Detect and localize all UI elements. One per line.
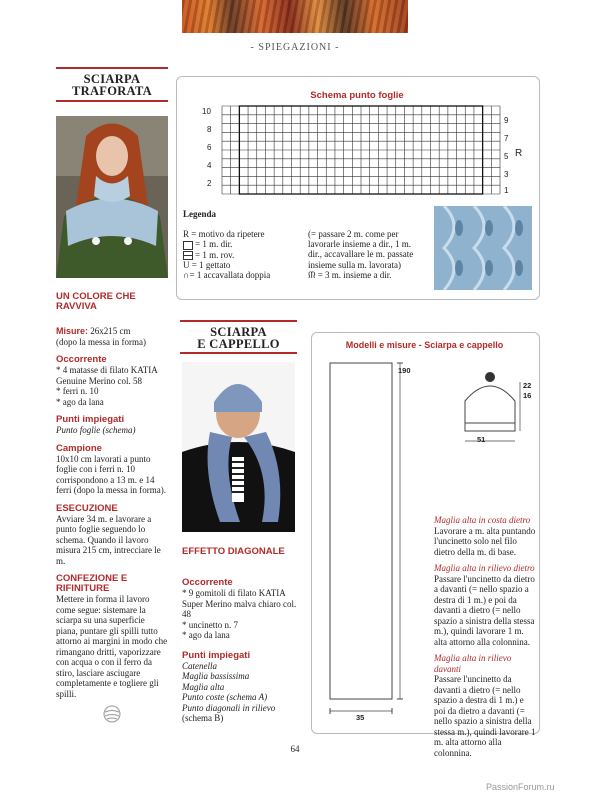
confezione-title: CONFEZIONE E RIFINITURE bbox=[56, 573, 128, 594]
knit-square-icon bbox=[183, 241, 193, 250]
esecuzione-title: ESECUZIONE bbox=[56, 502, 118, 514]
campione-text: 10x10 cm lavorati a punto foglie con i ferri n. 10 corrispondono a 13 m. e 14 ferri (dopo la messa in forma). bbox=[56, 453, 166, 495]
middle-occorrente: Occorrente * 9 gomitoli di filato KATIA Super Merino malva chiaro col. 48 * uncinetto n. 7 * ago da lana Punti impiegati Catenella Maglia bassissima Maglia alta Punto coste (schema A) Punto diagonali in rilievo (schema B) bbox=[182, 577, 297, 723]
watermark: PassionForum.ru bbox=[486, 782, 555, 792]
purl-square-icon bbox=[183, 251, 193, 260]
page-number: 64 bbox=[290, 744, 300, 754]
row-label-10: 10 bbox=[202, 107, 211, 116]
scarf-width-label: 35 bbox=[356, 713, 365, 722]
stitch-descriptions: Maglia alta in costa dietro Lavorare a m. alta puntando l'uncinetto solo nel filo dietro della m. di base. Maglia alta in rilievo dietro Passare l'uncinetto da dietro a davanti (= nello spazio a destra di 1 m.) e poi da davanti a dietro (= nello spazio a sinistra della stessa m.), quindi lavorare 1 m. alta attorno alla colonnina. Maglia alta in rilievo davanti Passare l'uncinetto da davanti a dietro (= nello spazio a destra di 1 m.) e poi da dietro a davanti (= nello spazio a sinistra della stessa m.), quindi lavorare 1 m. alta attorno alla colonnina. bbox=[434, 515, 536, 758]
row-label-6: 6 bbox=[207, 143, 212, 152]
occorrente-title: Occorrente bbox=[56, 354, 107, 365]
middle-title-rule bbox=[180, 352, 297, 354]
punti-text: Punto foglie (schema) bbox=[56, 425, 136, 435]
hat-height-label-2: 16 bbox=[523, 391, 532, 400]
campione-title: Campione bbox=[56, 442, 102, 454]
esecuzione-text: Avviare 34 m. e lavorare a punto foglie seguendo lo schema. Quando il lavoro misura 215 cm, intrecciare le m. bbox=[56, 513, 161, 566]
hat-model-photo bbox=[182, 362, 295, 532]
row-label-4: 4 bbox=[207, 161, 212, 170]
row-label-7: 7 bbox=[504, 134, 509, 143]
hat-width-label: 51 bbox=[477, 435, 486, 444]
three-together-icon: ᙏ bbox=[308, 269, 316, 280]
scarf-height-label: 190 bbox=[398, 366, 411, 375]
row-label-3: 3 bbox=[504, 170, 509, 179]
confezione-text: Mettere in forma il lavoro come segue: sistemare la sciarpa su una superficie piana, puntare gli spilli tutto attorno ai margini in modo che rimangano dritti, vaporizzare con acqua o con il ferro da stiro, lasciare asciugare completamente e togliere gli spilli. bbox=[56, 594, 168, 699]
left-sidebar bbox=[56, 67, 168, 737]
scarf-title: SCIARPA TRAFORATA bbox=[71, 72, 152, 98]
repeat-mark: R bbox=[515, 148, 523, 159]
knitting-chart bbox=[200, 104, 530, 196]
occorrente-list: * 4 matasse di filato KATIA Genuine Merino col. 58 * ferri n. 10 * ago da lana bbox=[56, 365, 158, 407]
legenda-title: Legenda bbox=[183, 209, 217, 219]
middle-subtitle: EFFETTO DIAGONALE bbox=[182, 546, 285, 557]
legend-right: (= passare 2 m. come per lavorarle insieme a dir., 1 m. dir., accavallare le m. passate insieme sulla m. lavorata) ᙏ = 3 m. insieme a dir. bbox=[308, 229, 414, 280]
row-label-2: 2 bbox=[207, 179, 212, 188]
yarn-ball-icon bbox=[56, 705, 168, 728]
row-label-5: 5 bbox=[504, 152, 509, 161]
row-label-8: 8 bbox=[207, 125, 212, 134]
subtitle: UN COLORE CHE RAVVIVA bbox=[56, 291, 136, 312]
row-label-1: 1 bbox=[504, 186, 509, 195]
legend-left: R = motivo da ripetere = 1 m. dir. = 1 m. rov. U = 1 gettato ∩= 1 accavallata doppia bbox=[183, 229, 271, 281]
hat-height-label-1: 22 bbox=[523, 381, 532, 390]
schema-title: Schema punto foglie bbox=[310, 90, 404, 101]
row-label-9: 9 bbox=[504, 116, 509, 125]
models-title: Modelli e misure - Sciarpa e cappello bbox=[345, 340, 504, 350]
middle-title: SCIARPA E CAPPELLO bbox=[197, 325, 280, 351]
middle-top-rule bbox=[180, 320, 297, 322]
pompom bbox=[485, 372, 495, 382]
scarf-outline bbox=[330, 363, 392, 699]
hat-outline bbox=[465, 386, 515, 423]
lace-closeup-photo bbox=[434, 206, 532, 290]
header-yarn-photo bbox=[182, 0, 408, 33]
punti-title: Punti impiegati bbox=[56, 414, 125, 425]
scarf-model-photo bbox=[56, 116, 168, 278]
section-label: - SPIEGAZIONI - bbox=[250, 42, 340, 53]
misure: Misure: 26x215 cm (dopo la messa in forma) bbox=[56, 326, 146, 347]
double-decrease-icon: ∩ bbox=[183, 270, 190, 281]
